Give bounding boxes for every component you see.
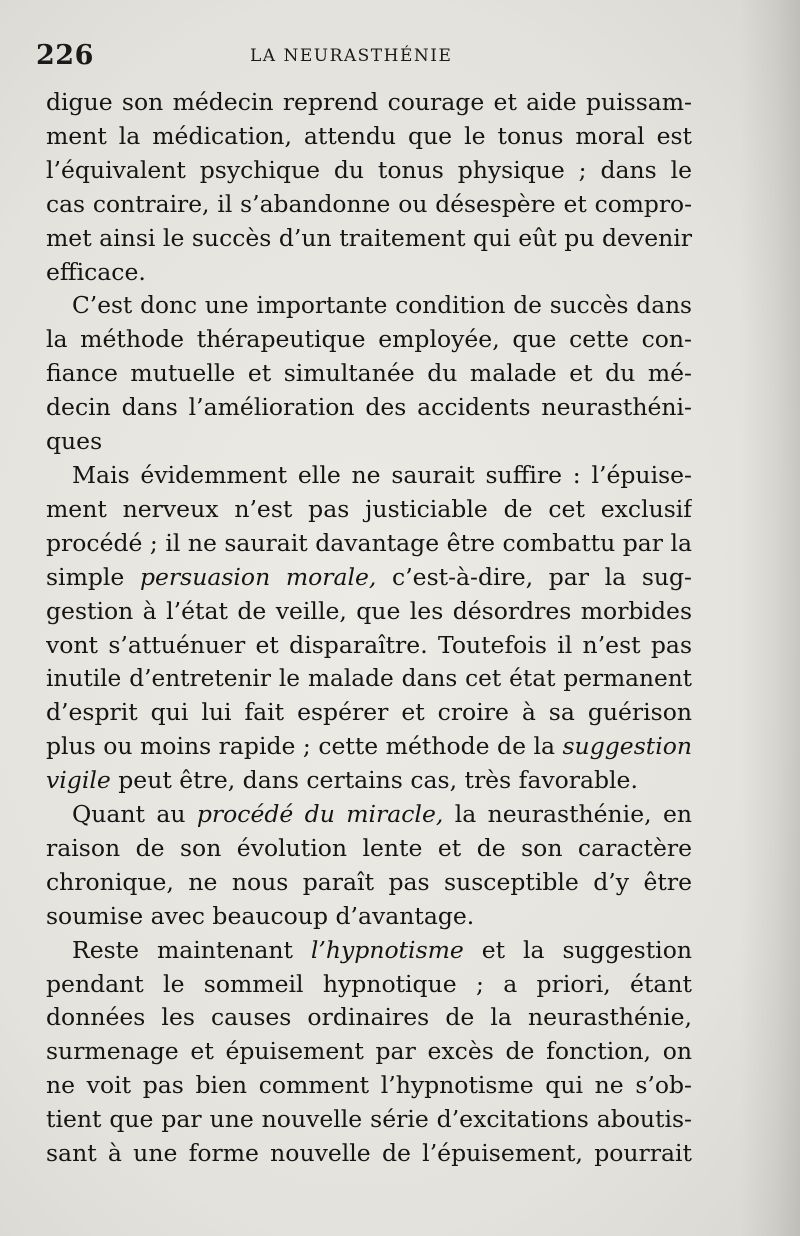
text-line: ne voit pas bien comment l’hypnotisme qui ne s’ob- [46, 1071, 692, 1100]
text-line: vigile peut être, dans certains cas, très favorable. [46, 766, 638, 795]
text-line: données les causes ordinaires de la neurasthénie, [46, 1003, 692, 1032]
page-gutter-shadow [740, 0, 800, 1236]
paragraph [46, 459, 692, 798]
text-line: Mais évidemment elle ne saurait suffire : l’épuise- [72, 460, 692, 489]
text-line: decin dans l’amélioration des accidents neurasthéni- [46, 393, 692, 422]
paragraph [46, 798, 692, 934]
text-line: l’équivalent psychique du tonus physique ; dans le [46, 155, 692, 184]
text-line: gestion à l’état de veille, que les désordres morbides [46, 596, 692, 625]
text-line: efficace. [46, 257, 146, 286]
text-line: ment nerveux n’est pas justiciable de cet exclusif [46, 494, 692, 523]
italic-term: suggestion [562, 732, 692, 761]
text-line: pendant le sommeil hypnotique ; a priori, étant [46, 969, 692, 998]
text-line: vont s’attuénuer et disparaître. Toutefois il n’est pas [46, 630, 692, 659]
text-line: chronique, ne nous paraît pas susceptible d’y être [46, 867, 692, 896]
italic-term: procédé du miracle, [196, 800, 444, 829]
running-title: LA NEURASTHÉNIE [250, 46, 453, 66]
text-line: plus ou moins rapide ; cette méthode de la suggestion [46, 732, 692, 761]
text-line: ques [46, 427, 103, 456]
text-line: Quant au procédé du miracle, la neurasthénie, en [72, 800, 692, 829]
text-line: met ainsi le succès d’un traitement qui eût pu devenir [46, 223, 692, 252]
italic-term: vigile [46, 766, 111, 795]
paragraph [46, 289, 692, 459]
text-line: digue son médecin reprend courage et aide puissam- [46, 88, 692, 116]
page-header [36, 40, 696, 80]
text-line: fiance mutuelle et simultanée du malade et du mé- [46, 359, 692, 388]
text-line: raison de son évolution lente et de son caractère [46, 833, 692, 862]
text-line: inutile d’entretenir le malade dans cet état permanent [46, 665, 692, 693]
text-line: surmenage et épuisement par excès de fonction, on [46, 1037, 692, 1066]
text-line: sant à une forme nouvelle de l’épuisement, pourrait [46, 1139, 692, 1168]
text-line: tient que par une nouvelle série d’excitations aboutis- [46, 1105, 692, 1134]
text-line: procédé ; il ne saurait davantage être combattu par la [46, 528, 692, 557]
body-text [46, 86, 692, 1171]
italic-term: l’hypnotisme [310, 935, 464, 964]
text-line: C’est donc une importante condition de succès dans [72, 292, 692, 320]
text-line: ment la médication, attendu que le tonus moral est [46, 121, 692, 150]
text-line: la méthode thérapeutique employée, que cette con- [46, 325, 692, 354]
italic-term: persuasion morale, [139, 562, 377, 591]
text-line: d’esprit qui lui fait espérer et croire à sa guérison [46, 698, 692, 727]
text-line: cas contraire, il s’abandonne ou désespère et compro- [46, 189, 692, 218]
text-line: simple persuasion morale, c’est-à-dire, par la sug- [46, 562, 692, 591]
text-line: Reste maintenant l’hypnotisme et la suggestion [72, 935, 692, 964]
text-line: soumise avec beaucoup d’avantage. [46, 901, 475, 930]
paragraph [46, 934, 692, 1171]
paragraph [46, 86, 692, 289]
page-number: 226 [36, 40, 94, 71]
